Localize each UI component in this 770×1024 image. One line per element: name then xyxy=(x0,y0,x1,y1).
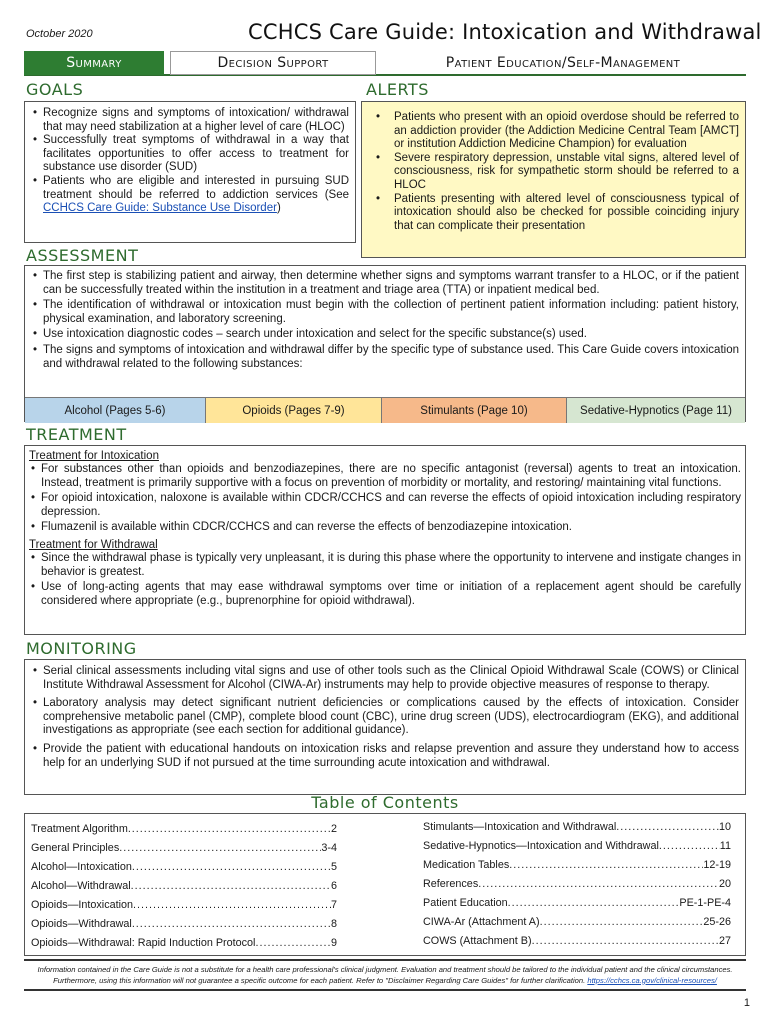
toc-entry[interactable] xyxy=(31,937,337,949)
page-number: 1 xyxy=(743,997,750,1009)
toc-entry-label: Patient Education xyxy=(423,897,508,909)
toc-entry-page: PE-1-PE-4 xyxy=(679,897,731,909)
treatment-item: • For opioid intoxication, naloxone is available within CDCR/CCHCS and can reverse the effects of opioid intoxication including respiratory depression. xyxy=(29,492,741,519)
page-title: CCHCS Care Guide: Intoxication and Withdrawal xyxy=(248,20,762,44)
clinical-resources-link[interactable]: https://cchcs.ca.gov/clinical-resources/ xyxy=(587,975,717,985)
monitoring-item: • Serial clinical assessments including vital signs and use of other tools such as the Clinical Opioid Withdrawal Scale (COWS) or Clinical Institute Withdrawal Assessment for Alcohol (CIWA-Ar) instruments may help to provide objective measures of response to therapy. xyxy=(31,665,739,692)
disclaimer-footer xyxy=(24,959,746,991)
toc-entry-page: 12-19 xyxy=(703,859,731,871)
toc-entry-page: 6 xyxy=(330,880,337,892)
toc-entry[interactable] xyxy=(423,897,731,909)
monitoring-heading: MONITORING xyxy=(26,639,137,658)
toc-leader-dots xyxy=(132,861,331,873)
substance-alcohol[interactable]: Alcohol (Pages 5-6) xyxy=(25,398,206,423)
toc-entry-page: 5 xyxy=(330,861,337,873)
monitoring-box xyxy=(24,659,746,795)
substance-stimulants[interactable]: Stimulants (Page 10) xyxy=(382,398,567,423)
substance-opioids[interactable]: Opioids (Pages 7-9) xyxy=(206,398,382,423)
alerts-box xyxy=(361,101,746,258)
toc-entry[interactable] xyxy=(31,861,337,873)
toc-entry-label: Opioids—Withdrawal: Rapid Induction Protocol xyxy=(31,937,256,949)
treatment-item: • Flumazenil is available within CDCR/CCHCS and can reverse the effects of benzodiazepine intoxication. xyxy=(29,521,741,535)
toc-leader-dots xyxy=(132,918,331,930)
toc-leader-dots xyxy=(616,821,719,833)
toc-entry-page: 9 xyxy=(330,937,337,949)
alert-item: • Patients presenting with altered level of consciousness typical of intoxication should also be checked for possible coinciding injury that can complicate their presentation xyxy=(368,193,739,234)
toc-leader-dots xyxy=(128,823,331,835)
toc-leader-dots xyxy=(509,859,703,871)
treatment-withdrawal-list xyxy=(29,552,741,608)
toc-entry-label: Stimulants—Intoxication and Withdrawal xyxy=(423,821,617,833)
toc-entry-page: 8 xyxy=(330,918,337,930)
alert-item: • Patients who present with an opioid overdose should be referred to an addiction provider (the Addiction Medicine Central Team [AMCT] or institution Addiction Medicine Champion) for evaluation xyxy=(368,111,739,152)
toc-entry[interactable] xyxy=(423,859,731,871)
toc-entry-label: Medication Tables xyxy=(423,859,510,871)
alerts-heading: ALERTS xyxy=(366,80,429,99)
toc-box xyxy=(24,813,746,956)
toc-entry[interactable] xyxy=(423,916,731,928)
assessment-box xyxy=(24,265,746,422)
toc-leader-dots xyxy=(532,935,719,947)
toc-entry[interactable] xyxy=(31,918,337,930)
toc-leader-dots xyxy=(508,897,680,909)
treatment-intoxication-title: Treatment for Intoxication xyxy=(29,450,159,462)
toc-entry-page: 2 xyxy=(330,823,337,835)
goals-list xyxy=(31,107,349,216)
toc-entry-page: 7 xyxy=(330,899,337,911)
alert-item: • Severe respiratory depression, unstable vital signs, altered level of consciousness, risk for sympathetic storm should be referred to a HLOC xyxy=(368,152,739,193)
monitoring-item: • Provide the patient with educational handouts on intoxication risks and relapse prevention and assure they understand how to access help for an underlying SUD if not pursued at the time surrounding acute intoxication and withdrawal. xyxy=(31,743,739,770)
tab-summary[interactable]: Summary xyxy=(24,51,164,75)
toc-entry-page: 27 xyxy=(718,935,731,947)
monitoring-list xyxy=(31,665,739,770)
toc-entry[interactable] xyxy=(31,880,337,892)
tab-patient-education[interactable]: Patient Education/Self-Management xyxy=(445,55,681,71)
assessment-item: • The signs and symptoms of intoxication and withdrawal differ by the specific type of substance used. This Care Guide covers intoxication and withdrawal related to the following substances: xyxy=(31,344,739,371)
toc-entry-label: Sedative-Hypnotics—Intoxication and Withdrawal xyxy=(423,840,659,852)
treatment-item: • For substances other than opioids and benzodiazepines, there are no specific antagonist (reversal) agents to treat an intoxication. Instead, treatment is primarily supportive with a focus on prevention of morbidity or mortality, and restoring/ maintaining vital functions. xyxy=(29,463,741,490)
section-tab-bar xyxy=(24,51,746,76)
toc-entry-label: Alcohol—Intoxication xyxy=(31,861,132,873)
toc-leader-dots xyxy=(540,916,704,928)
goals-box xyxy=(24,101,356,243)
assessment-list xyxy=(25,266,745,371)
toc-entry-label: Opioids—Withdrawal xyxy=(31,918,132,930)
treatment-item: • Use of long-acting agents that may ease withdrawal symptoms over time or initiation of a replacement agent should be carefully considered where appropriate (e.g., buprenorphine for opioid withdrawal). xyxy=(29,581,741,608)
toc-entry-label: Alcohol—Withdrawal xyxy=(31,880,131,892)
goal-item: • Patients who are eligible and interested in pursuing SUD treatment should be referred to addiction services (See CCHCS Care Guide: Substance Use Disorder) xyxy=(31,175,349,216)
toc-leader-dots xyxy=(119,842,321,854)
toc-leader-dots xyxy=(659,840,720,852)
toc-leader-dots xyxy=(255,937,331,949)
toc-entry[interactable] xyxy=(31,823,337,835)
substance-bar xyxy=(25,397,745,422)
document-date: October 2020 xyxy=(26,28,93,40)
toc-entry[interactable] xyxy=(423,935,731,947)
toc-entry-page: 3-4 xyxy=(321,842,337,854)
toc-entry-label: Treatment Algorithm xyxy=(31,823,128,835)
assessment-item: • The first step is stabilizing patient and airway, then determine whether signs and symptoms warrant transfer to a HLOC, or if the patient can be successfully treated within the institution in a treatment and triage area (TTA) or inpatient medical bed. xyxy=(31,270,739,297)
substance-sedative-hypnotics[interactable]: Sedative-Hypnotics (Page 11) xyxy=(567,398,745,423)
toc-entry-label: CIWA-Ar (Attachment A) xyxy=(423,916,540,928)
tab-decision-support[interactable]: Decision Support xyxy=(170,51,376,75)
assessment-heading: ASSESSMENT xyxy=(26,246,139,265)
treatment-intoxication-list xyxy=(29,463,741,535)
treatment-item: • Since the withdrawal phase is typically very unpleasant, it is during this phase where the opportunity to intervene and instigate changes in behavior is greatest. xyxy=(29,552,741,579)
toc-entry[interactable] xyxy=(31,842,337,854)
treatment-heading: TREATMENT xyxy=(26,425,127,444)
toc-leader-dots xyxy=(133,899,331,911)
assessment-item: • The identification of withdrawal or intoxication must begin with the collection of pertinent patient information including: patient history, physical examination, and laboratory screening. xyxy=(31,299,739,326)
alerts-list xyxy=(368,111,739,233)
goals-heading: GOALS xyxy=(26,80,84,99)
assessment-item: • Use intoxication diagnostic codes – search under intoxication and select for the specific substance(s) used. xyxy=(31,328,739,342)
treatment-box xyxy=(24,445,746,635)
see-prefix: (See xyxy=(324,188,349,201)
toc-entry-page: 11 xyxy=(719,840,731,852)
toc-entry-page: 10 xyxy=(718,821,731,833)
toc-entry-label: General Principles xyxy=(31,842,120,854)
toc-leader-dots xyxy=(478,878,719,890)
toc-entry-label: COWS (Attachment B) xyxy=(423,935,532,947)
goal-item: • Successfully treat symptoms of withdrawal in a way that facilitates opportunities to offer access to treatment for substance use disorder (SUD) xyxy=(31,134,349,175)
toc-entry[interactable] xyxy=(423,840,731,852)
monitoring-item: • Laboratory analysis may detect significant nutrient deficiencies or complications caused by the effects of intoxication. Consider comprehensive metabolic panel (CMP), complete blood count (CBC), urine drug screen (UDS), electrocardiogram (EKG), and additional investigations as appropriate (see each section for additional guidance). xyxy=(31,697,739,738)
toc-entry-label: Opioids—Intoxication xyxy=(31,899,134,911)
see-suffix: ) xyxy=(276,202,281,215)
toc-entry-page: 25-26 xyxy=(703,916,731,928)
treatment-withdrawal-title: Treatment for Withdrawal xyxy=(29,538,158,551)
goal-item: • Recognize signs and symptoms of intoxication/ withdrawal that may need stabilization at a higher level of care (HLOC) xyxy=(31,107,349,134)
toc-leader-dots xyxy=(131,880,331,892)
toc-entry[interactable] xyxy=(423,821,731,833)
toc-heading: Table of Contents xyxy=(311,793,459,812)
toc-entry-page: 20 xyxy=(718,878,731,890)
disclaimer-text: Information contained in the Care Guide is not a substitute for a health care professional's clinical judgment. Evaluation and treatment should be tailored to the individual patient and the clinical circumstances. Furthermore, using this information will not guarantee a specific outcome for each patient. Refer to "Disclaimer Regarding Care Guides" for further clarification. xyxy=(37,965,733,985)
toc-entry-label: References xyxy=(423,878,479,890)
toc-entry[interactable] xyxy=(423,878,731,890)
toc-entry[interactable] xyxy=(31,899,337,911)
sud-care-guide-link[interactable]: CCHCS Care Guide: Substance Use Disorder xyxy=(43,202,277,215)
